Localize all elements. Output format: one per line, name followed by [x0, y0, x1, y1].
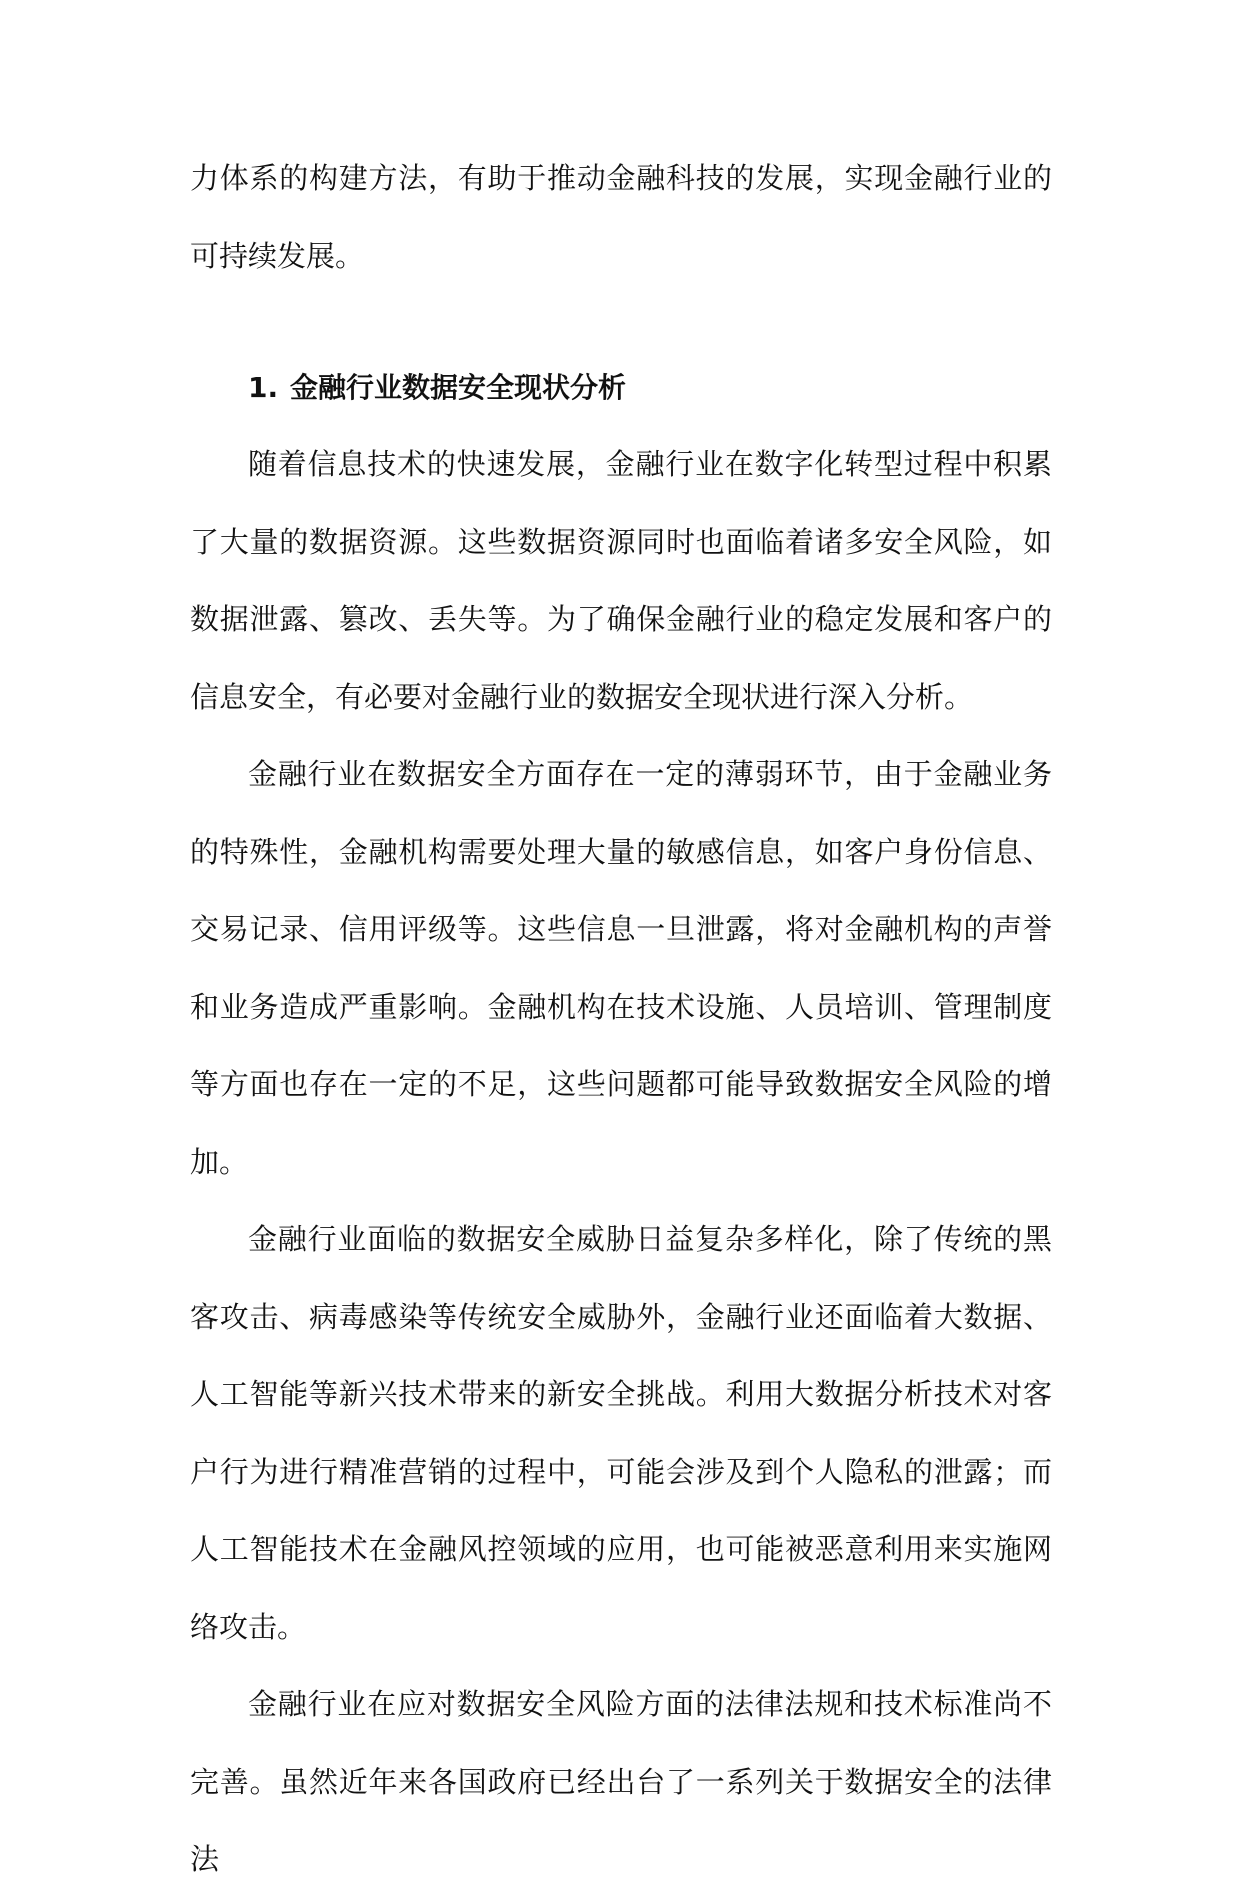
body-paragraph: 金融行业在应对数据安全风险方面的法律法规和技术标准尚不完善。虽然近年来各国政府已经出台了一系列关于数据安全的法律法	[190, 1687, 1052, 1876]
body-paragraph: 金融行业面临的数据安全威胁日益复杂多样化，除了传统的黑客攻击、病毒感染等传统安全威胁外，金融行业还面临着大数据、人工智能等新兴技术带来的新安全挑战。利用大数据分析技术对客户行为进行精准营销的过程中，可能会涉及到个人隐私的泄露；而人工智能技术在金融风控领域的应用，也可能被恶意利用来实施网络攻击。	[190, 1222, 1052, 1644]
text-column	[190, 140, 1052, 1899]
body-paragraph: 金融行业在数据安全方面存在一定的薄弱环节，由于金融业务的特殊性，金融机构需要处理大量的敏感信息，如客户身份信息、交易记录、信用评级等。这些信息一旦泄露，将对金融机构的声誉和业务造成严重影响。金融机构在技术设施、人员培训、管理制度等方面也存在一定的不足，这些问题都可能导致数据安全风险的增加。	[190, 757, 1052, 1179]
section-number: 1.	[248, 371, 279, 404]
body-paragraph: 随着信息技术的快速发展，金融行业在数字化转型过程中积累了大量的数据资源。这些数据资源同时也面临着诸多安全风险，如数据泄露、篡改、丢失等。为了确保金融行业的稳定发展和客户的信息安全，有必要对金融行业的数据安全现状进行深入分析。	[190, 447, 1052, 714]
section-title: 金融行业数据安全现状分析	[290, 371, 627, 404]
continued-paragraph: 力体系的构建方法，有助于推动金融科技的发展，实现金融行业的可持续发展。	[190, 161, 1052, 273]
section-heading	[190, 349, 1052, 426]
